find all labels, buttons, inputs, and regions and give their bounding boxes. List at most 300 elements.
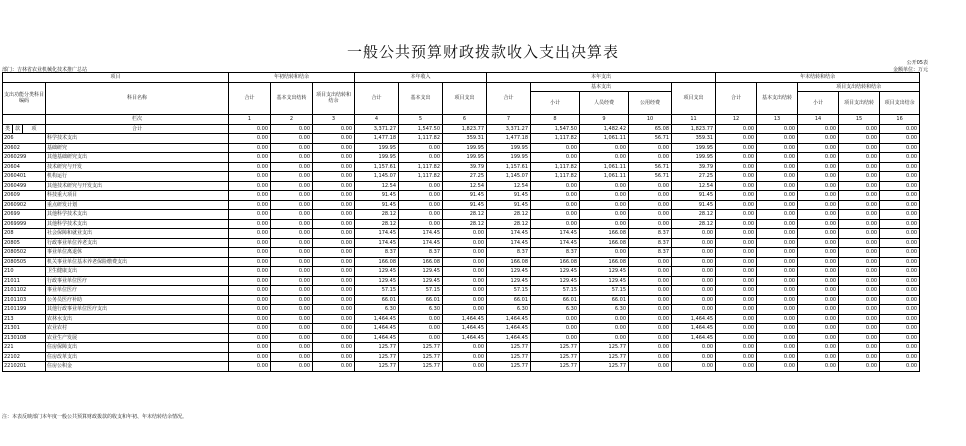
row-value-cell: 0.00 [880, 267, 920, 277]
col-number: 6 [443, 115, 487, 125]
row-value-cell: 0.00 [629, 314, 672, 324]
row-value-cell: 0.00 [399, 143, 443, 153]
row-value-cell: 1,145.07 [487, 172, 531, 182]
row-value-cell: 0.00 [757, 153, 798, 163]
row-value-cell: 0.00 [399, 181, 443, 191]
header-exp-personnel: 人员经费 [580, 92, 629, 115]
row-value-cell: 0.00 [839, 286, 880, 296]
row-value-cell: 199.95 [355, 143, 399, 153]
row-subject-name: 行政事业单位医疗 [46, 276, 229, 286]
row-value-cell: 91.45 [355, 200, 399, 210]
total-cell: 0.00 [839, 124, 880, 134]
row-value-cell: 125.77 [580, 343, 629, 353]
row-value-cell: 0.00 [839, 343, 880, 353]
row-value-cell: 0.00 [313, 134, 355, 144]
col-number: 7 [487, 115, 531, 125]
row-value-cell: 0.00 [443, 305, 487, 315]
table-row [3, 200, 920, 210]
row-value-cell: 0.00 [672, 286, 716, 296]
row-subject-name: 住房保障支出 [46, 343, 229, 353]
row-value-cell: 125.77 [531, 352, 580, 362]
row-value-cell: 125.77 [580, 352, 629, 362]
header-exp-project: 项目支出 [672, 82, 716, 115]
row-value-cell: 0.00 [798, 248, 839, 258]
row-value-cell: 1,464.45 [487, 324, 531, 334]
row-value-cell: 0.00 [271, 248, 313, 258]
row-value-cell: 1,477.18 [355, 134, 399, 144]
row-value-cell: 0.00 [443, 238, 487, 248]
row-value-cell: 0.00 [839, 352, 880, 362]
total-cell: 1,823.77 [672, 124, 716, 134]
row-code: 22102 [3, 352, 46, 362]
row-value-cell: 0.00 [839, 210, 880, 220]
row-value-cell: 1,464.45 [672, 324, 716, 334]
row-value-cell: 91.45 [487, 191, 531, 201]
row-value-cell: 125.77 [355, 343, 399, 353]
row-value-cell: 0.00 [798, 314, 839, 324]
row-code: 2060299 [3, 153, 46, 163]
row-value-cell: 0.00 [757, 305, 798, 315]
row-code: 2060401 [3, 172, 46, 182]
header-lan: 栏次 [46, 115, 229, 125]
row-value-cell: 125.77 [531, 362, 580, 372]
row-value-cell: 0.00 [880, 134, 920, 144]
row-value-cell: 28.12 [355, 219, 399, 229]
header-end-total: 合计 [716, 82, 757, 115]
row-value-cell: 174.45 [355, 229, 399, 239]
row-value-cell: 0.00 [880, 314, 920, 324]
row-value-cell: 0.00 [229, 324, 271, 334]
row-value-cell: 0.00 [798, 153, 839, 163]
header-end-surplus: 项目支出结余 [880, 92, 920, 115]
table-row [3, 248, 920, 258]
row-value-cell: 28.12 [443, 219, 487, 229]
total-cell: 0.00 [798, 124, 839, 134]
row-code: 2101102 [3, 286, 46, 296]
row-value-cell: 12.54 [487, 181, 531, 191]
row-value-cell: 57.15 [580, 286, 629, 296]
row-subject-name: 社会保障和就业支出 [46, 229, 229, 239]
row-value-cell: 129.45 [531, 267, 580, 277]
row-value-cell: 0.00 [757, 286, 798, 296]
row-value-cell: 0.00 [716, 343, 757, 353]
row-value-cell: 0.00 [880, 257, 920, 267]
row-subject-name: 技术研究与开发 [46, 162, 229, 172]
row-value-cell: 0.00 [798, 200, 839, 210]
row-value-cell: 0.00 [313, 305, 355, 315]
row-value-cell: 359.31 [443, 134, 487, 144]
col-number: 8 [531, 115, 580, 125]
row-value-cell: 0.00 [716, 229, 757, 239]
row-value-cell: 0.00 [757, 276, 798, 286]
table-row [3, 143, 920, 153]
row-value-cell: 0.00 [313, 352, 355, 362]
row-value-cell: 0.00 [798, 143, 839, 153]
row-value-cell: 199.95 [355, 153, 399, 163]
row-value-cell: 0.00 [531, 181, 580, 191]
row-value-cell: 0.00 [229, 362, 271, 372]
row-value-cell: 0.00 [880, 153, 920, 163]
row-value-cell: 0.00 [531, 210, 580, 220]
row-value-cell: 0.00 [672, 352, 716, 362]
row-value-cell: 0.00 [880, 143, 920, 153]
header-xiang: 项 [23, 124, 46, 134]
row-value-cell: 0.00 [839, 200, 880, 210]
row-value-cell: 0.00 [880, 286, 920, 296]
row-subject-name: 其他技术研究与开发支出 [46, 181, 229, 191]
row-value-cell: 0.00 [839, 153, 880, 163]
footnote: 注：本表反映部门本年度一般公共预算财政拨款的收支和年初、年末结转结余情况。 [2, 414, 188, 420]
row-value-cell: 0.00 [229, 257, 271, 267]
row-value-cell: 0.00 [672, 343, 716, 353]
row-value-cell: 0.00 [839, 248, 880, 258]
header-kuan: 款 [13, 124, 23, 134]
header-exp-basic: 基本支出 [531, 82, 672, 92]
row-value-cell: 0.00 [271, 295, 313, 305]
row-value-cell: 1,061.11 [580, 172, 629, 182]
row-value-cell: 0.00 [716, 219, 757, 229]
row-value-cell: 0.00 [798, 267, 839, 277]
row-value-cell: 28.12 [672, 210, 716, 220]
row-value-cell: 0.00 [271, 134, 313, 144]
row-value-cell: 0.00 [880, 200, 920, 210]
row-value-cell: 129.45 [355, 267, 399, 277]
row-value-cell: 0.00 [839, 181, 880, 191]
row-value-cell: 0.00 [716, 153, 757, 163]
row-value-cell: 0.00 [271, 153, 313, 163]
row-value-cell: 0.00 [629, 181, 672, 191]
row-value-cell: 129.45 [580, 267, 629, 277]
row-value-cell: 0.00 [798, 181, 839, 191]
row-value-cell: 0.00 [229, 210, 271, 220]
row-value-cell: 0.00 [629, 333, 672, 343]
row-value-cell: 0.00 [443, 352, 487, 362]
row-code: 20805 [3, 238, 46, 248]
row-value-cell: 0.00 [839, 134, 880, 144]
row-value-cell: 0.00 [313, 172, 355, 182]
row-value-cell: 0.00 [798, 229, 839, 239]
row-value-cell: 0.00 [313, 143, 355, 153]
row-value-cell: 0.00 [313, 219, 355, 229]
row-value-cell: 199.95 [443, 153, 487, 163]
col-number: 4 [355, 115, 399, 125]
row-value-cell: 0.00 [716, 172, 757, 182]
row-value-cell: 0.00 [531, 143, 580, 153]
total-cell: 1,482.42 [580, 124, 629, 134]
row-value-cell: 199.95 [487, 143, 531, 153]
row-value-cell: 0.00 [629, 210, 672, 220]
col-number: 14 [798, 115, 839, 125]
row-value-cell: 0.00 [629, 324, 672, 334]
row-value-cell: 0.00 [229, 219, 271, 229]
row-value-cell: 27.25 [443, 172, 487, 182]
row-value-cell: 28.12 [487, 210, 531, 220]
row-value-cell: 0.00 [880, 238, 920, 248]
row-value-cell: 0.00 [839, 229, 880, 239]
row-value-cell: 1,477.18 [487, 134, 531, 144]
row-subject-name: 机构运行 [46, 172, 229, 182]
row-subject-name: 其他科学技术支出 [46, 219, 229, 229]
row-value-cell: 129.45 [487, 267, 531, 277]
header-end-project: 项目支出结转和结余 [798, 82, 920, 92]
row-value-cell: 0.00 [313, 162, 355, 172]
header-inc-basic: 基本支出 [399, 82, 443, 115]
row-value-cell: 0.00 [716, 286, 757, 296]
total-cell: 3,371.27 [487, 124, 531, 134]
row-value-cell: 0.00 [880, 162, 920, 172]
row-value-cell: 0.00 [757, 210, 798, 220]
total-cell: 0.00 [880, 124, 920, 134]
row-value-cell: 0.00 [716, 181, 757, 191]
table-row [3, 181, 920, 191]
row-value-cell: 0.00 [757, 134, 798, 144]
row-value-cell: 56.71 [629, 172, 672, 182]
row-value-cell: 0.00 [880, 324, 920, 334]
row-value-cell: 0.00 [271, 314, 313, 324]
row-subject-name: 农林水支出 [46, 314, 229, 324]
row-value-cell: 0.00 [716, 257, 757, 267]
header-row-2 [3, 82, 920, 92]
table-row [3, 314, 920, 324]
row-value-cell: 0.00 [757, 314, 798, 324]
header-prev-total: 合计 [229, 82, 271, 115]
row-subject-name: 事业单位医疗 [46, 286, 229, 296]
table-row [3, 172, 920, 182]
row-value-cell: 91.45 [355, 191, 399, 201]
row-value-cell: 0.00 [880, 276, 920, 286]
row-value-cell: 0.00 [757, 181, 798, 191]
row-value-cell: 1,464.45 [355, 314, 399, 324]
row-value-cell: 8.37 [629, 238, 672, 248]
row-value-cell: 0.00 [757, 219, 798, 229]
row-value-cell: 166.08 [531, 257, 580, 267]
row-value-cell: 0.00 [399, 200, 443, 210]
header-inc-project: 项目支出 [443, 82, 487, 115]
department-label: 部门：吉林省农业机械化技术推广总站 [2, 67, 88, 73]
row-value-cell: 0.00 [716, 333, 757, 343]
row-value-cell: 0.00 [798, 162, 839, 172]
table-row [3, 210, 920, 220]
row-value-cell: 166.08 [580, 257, 629, 267]
page-title: 一般公共预算财政拨款收入支出决算表 [346, 43, 619, 61]
row-value-cell: 0.00 [798, 352, 839, 362]
header-exp-subtotal: 小计 [531, 92, 580, 115]
row-value-cell: 0.00 [757, 267, 798, 277]
row-value-cell: 0.00 [313, 200, 355, 210]
row-value-cell: 0.00 [229, 352, 271, 362]
row-value-cell: 66.01 [531, 295, 580, 305]
row-code: 20604 [3, 162, 46, 172]
col-number: 5 [399, 115, 443, 125]
row-value-cell: 0.00 [580, 333, 629, 343]
row-value-cell: 0.00 [580, 219, 629, 229]
row-value-cell: 0.00 [757, 343, 798, 353]
table-row [3, 162, 920, 172]
table-row [3, 286, 920, 296]
row-code: 213 [3, 314, 46, 324]
row-subject-name: 其他基础研究支出 [46, 153, 229, 163]
col-number: 9 [580, 115, 629, 125]
row-value-cell: 0.00 [839, 219, 880, 229]
row-value-cell: 1,464.45 [672, 314, 716, 324]
row-subject-name: 住房公积金 [46, 362, 229, 372]
row-value-cell: 0.00 [229, 162, 271, 172]
row-value-cell: 0.00 [880, 219, 920, 229]
row-value-cell: 0.00 [798, 172, 839, 182]
row-code: 210 [3, 267, 46, 277]
budget-table [2, 72, 920, 372]
row-value-cell: 0.00 [443, 257, 487, 267]
row-subject-name: 其他行政事业单位医疗支出 [46, 305, 229, 315]
row-value-cell: 0.00 [229, 295, 271, 305]
col-number: 10 [629, 115, 672, 125]
row-subject-name: 重点研发计划 [46, 200, 229, 210]
row-value-cell: 0.00 [716, 324, 757, 334]
row-value-cell: 0.00 [672, 248, 716, 258]
row-value-cell: 0.00 [580, 191, 629, 201]
row-value-cell: 359.31 [672, 134, 716, 144]
row-value-cell: 0.00 [880, 295, 920, 305]
row-value-cell: 8.37 [355, 248, 399, 258]
row-value-cell: 174.45 [355, 238, 399, 248]
row-value-cell: 0.00 [271, 200, 313, 210]
row-value-cell: 8.37 [487, 248, 531, 258]
header-func-code: 支出功能分类科目编码 [3, 82, 46, 115]
table-row [3, 153, 920, 163]
total-cell: 0.00 [229, 124, 271, 134]
row-value-cell: 1,117.82 [399, 162, 443, 172]
row-value-cell: 1,117.82 [399, 134, 443, 144]
table-row [3, 276, 920, 286]
row-value-cell: 1,464.45 [487, 333, 531, 343]
row-code: 21301 [3, 324, 46, 334]
row-value-cell: 0.00 [271, 210, 313, 220]
row-value-cell: 0.00 [839, 276, 880, 286]
row-value-cell: 1,464.45 [672, 333, 716, 343]
row-value-cell: 0.00 [629, 295, 672, 305]
row-value-cell: 0.00 [443, 248, 487, 258]
row-value-cell: 0.00 [880, 248, 920, 258]
row-value-cell: 1,464.45 [355, 324, 399, 334]
row-value-cell: 1,464.45 [355, 333, 399, 343]
row-value-cell: 0.00 [880, 333, 920, 343]
row-value-cell: 8.37 [629, 248, 672, 258]
row-value-cell: 0.00 [313, 248, 355, 258]
row-value-cell: 66.01 [399, 295, 443, 305]
col-number: 3 [313, 115, 355, 125]
row-value-cell: 0.00 [531, 333, 580, 343]
row-value-cell: 0.00 [672, 238, 716, 248]
row-value-cell: 0.00 [229, 333, 271, 343]
row-code: 20602 [3, 143, 46, 153]
row-value-cell: 0.00 [839, 257, 880, 267]
row-subject-name: 其他科学技术支出 [46, 210, 229, 220]
row-value-cell: 0.00 [839, 333, 880, 343]
row-value-cell: 125.77 [487, 352, 531, 362]
table-row [3, 352, 920, 362]
row-value-cell: 0.00 [629, 143, 672, 153]
row-value-cell: 0.00 [798, 286, 839, 296]
row-value-cell: 0.00 [313, 238, 355, 248]
row-value-cell: 125.77 [399, 362, 443, 372]
row-value-cell: 39.79 [443, 162, 487, 172]
row-value-cell: 0.00 [629, 305, 672, 315]
row-value-cell: 0.00 [880, 305, 920, 315]
row-value-cell: 0.00 [757, 352, 798, 362]
total-cell: 3,371.27 [355, 124, 399, 134]
total-cell: 1,823.77 [443, 124, 487, 134]
row-value-cell: 0.00 [443, 286, 487, 296]
row-value-cell: 27.25 [672, 172, 716, 182]
row-value-cell: 0.00 [580, 143, 629, 153]
row-value-cell: 0.00 [839, 143, 880, 153]
row-value-cell: 0.00 [229, 191, 271, 201]
row-value-cell: 1,145.07 [355, 172, 399, 182]
row-value-cell: 1,117.82 [399, 172, 443, 182]
row-value-cell: 0.00 [229, 143, 271, 153]
row-value-cell: 0.00 [313, 314, 355, 324]
row-value-cell: 1,117.82 [531, 134, 580, 144]
row-value-cell: 12.54 [443, 181, 487, 191]
row-value-cell: 0.00 [798, 238, 839, 248]
row-value-cell: 129.45 [531, 276, 580, 286]
row-value-cell: 0.00 [229, 153, 271, 163]
row-value-cell: 0.00 [580, 181, 629, 191]
row-value-cell: 1,464.45 [487, 314, 531, 324]
row-value-cell: 0.00 [798, 191, 839, 201]
row-value-cell: 0.00 [757, 257, 798, 267]
row-value-cell: 0.00 [580, 324, 629, 334]
row-value-cell: 166.08 [399, 257, 443, 267]
row-value-cell: 0.00 [271, 267, 313, 277]
row-code: 2080502 [3, 248, 46, 258]
row-code: 20699 [3, 210, 46, 220]
row-value-cell: 0.00 [229, 200, 271, 210]
row-value-cell: 0.00 [271, 352, 313, 362]
row-subject-name: 基础研究 [46, 143, 229, 153]
row-value-cell: 0.00 [716, 200, 757, 210]
row-value-cell: 0.00 [531, 314, 580, 324]
row-value-cell: 57.15 [531, 286, 580, 296]
header-end-subtotal: 小计 [798, 92, 839, 115]
row-value-cell: 0.00 [880, 362, 920, 372]
row-value-cell: 0.00 [880, 191, 920, 201]
row-value-cell: 12.54 [672, 181, 716, 191]
row-value-cell: 0.00 [798, 257, 839, 267]
row-value-cell: 0.00 [757, 248, 798, 258]
row-value-cell: 0.00 [229, 181, 271, 191]
row-value-cell: 0.00 [798, 324, 839, 334]
row-value-cell: 0.00 [229, 305, 271, 315]
row-value-cell: 0.00 [443, 267, 487, 277]
row-value-cell: 0.00 [757, 172, 798, 182]
row-value-cell: 0.00 [271, 343, 313, 353]
header-row-1 [3, 73, 920, 83]
row-value-cell: 0.00 [313, 153, 355, 163]
table-body [3, 134, 920, 372]
row-subject-name: 科学技术支出 [46, 134, 229, 144]
row-value-cell: 0.00 [672, 257, 716, 267]
row-value-cell: 56.71 [629, 162, 672, 172]
total-cell: 0.00 [313, 124, 355, 134]
row-value-cell: 0.00 [880, 181, 920, 191]
header-end-balance: 年末结转和结余 [716, 73, 920, 83]
total-cell: 0.00 [271, 124, 313, 134]
row-value-cell: 39.79 [672, 162, 716, 172]
row-subject-name: 农业农村 [46, 324, 229, 334]
row-code: 21011 [3, 276, 46, 286]
row-value-cell: 0.00 [880, 343, 920, 353]
